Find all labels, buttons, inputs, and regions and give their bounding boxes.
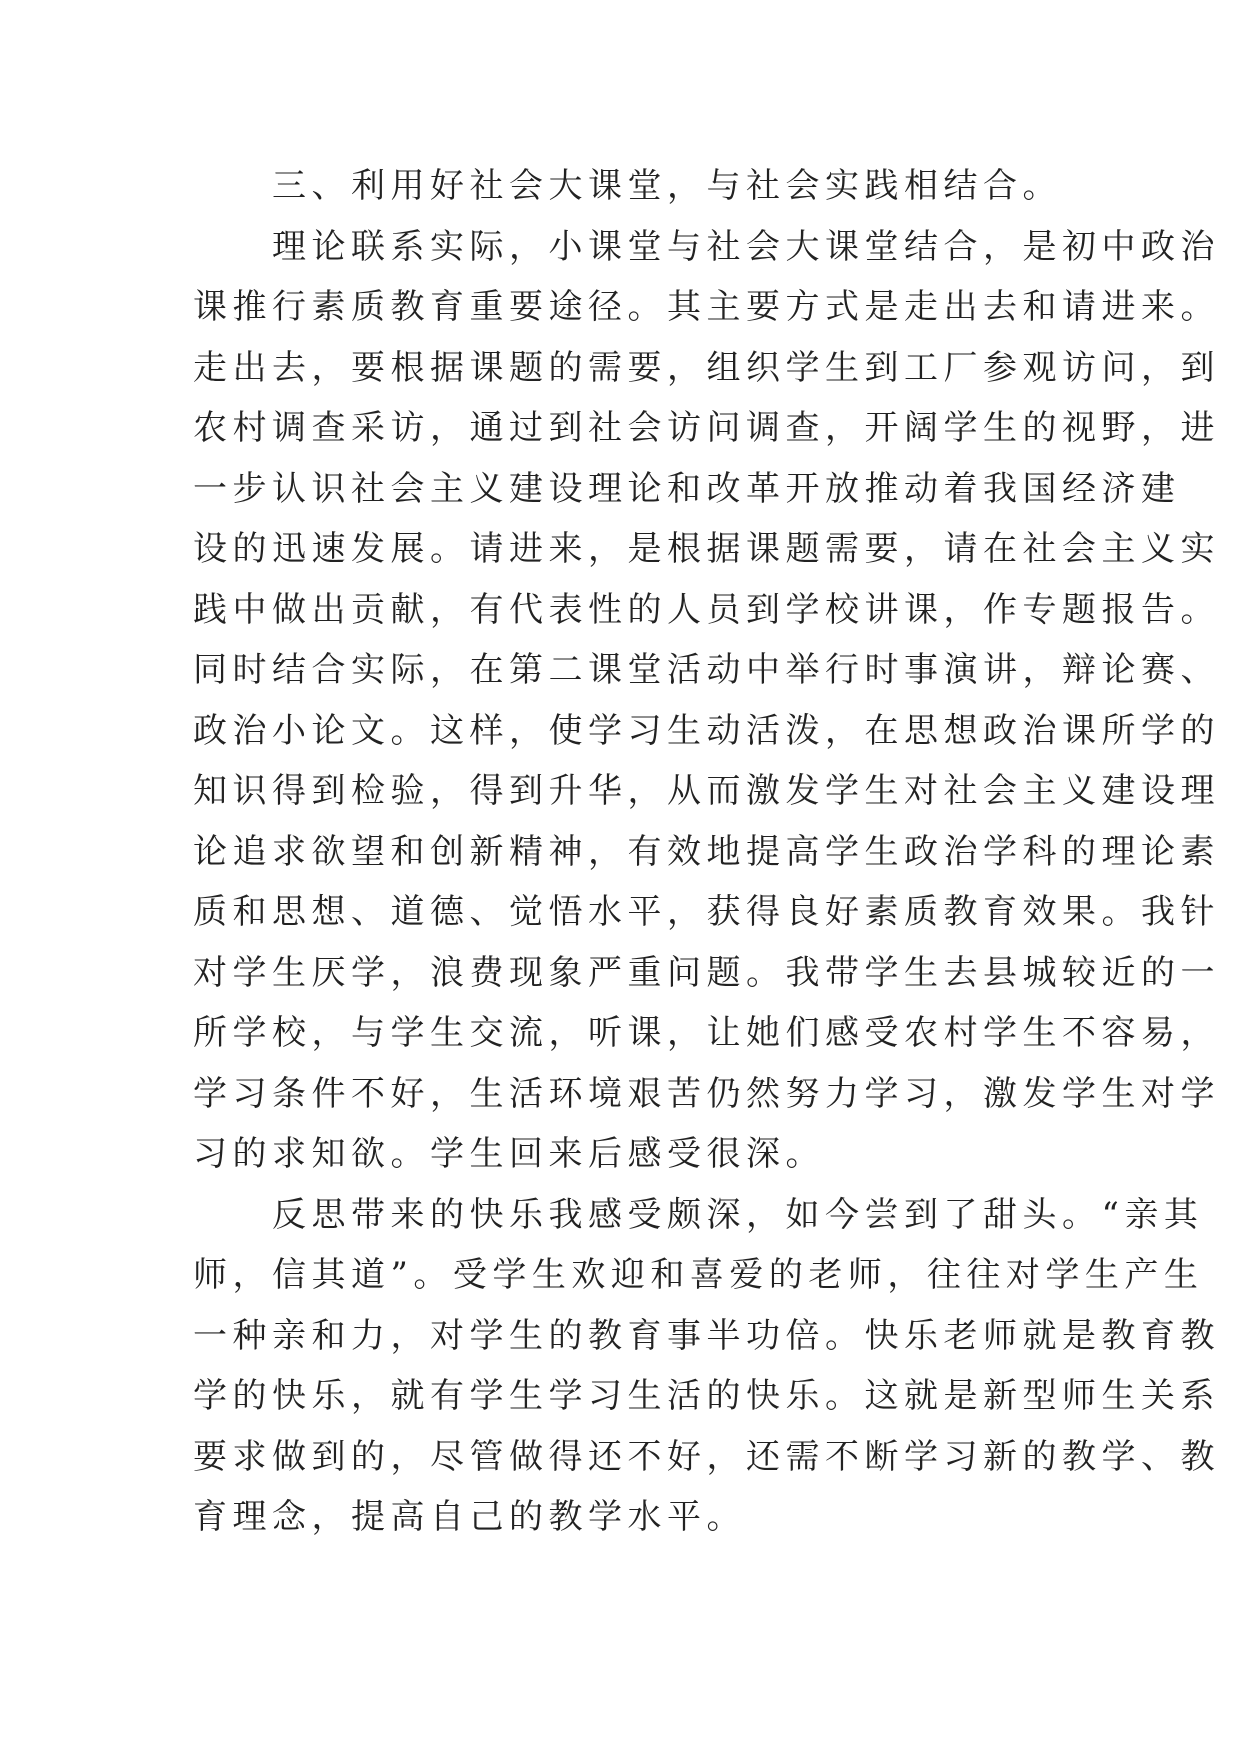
text-line: 践中做出贡献，有代表性的人员到学校讲课，作专题报告。 (193, 589, 1220, 630)
text-line: 课推行素质教育重要途径。其主要方式是走出去和请进来。 (193, 287, 1220, 327)
text-line: 农村调查采访，通过到社会访问调查，开阔学生的视野，进 (193, 408, 1220, 448)
text-line: 走出去，要根据课题的需要，组织学生到工厂参观访问，到 (193, 347, 1220, 388)
text-line: 育理念，提高自己的教学水平。 (193, 1497, 746, 1537)
text-line: 设的迅速发展。请进来，是根据课题需要，请在社会主义实 (193, 529, 1220, 569)
document-body (193, 156, 1220, 1548)
section-heading: 三、利用好社会大课堂，与社会实践相结合。 (193, 166, 1062, 206)
text-line: 要求做到的，尽管做得还不好，还需不断学习新的教学、教 (193, 1436, 1220, 1477)
text-line: 政治小论文。这样，使学习生动活泼，在思想政治课所学的 (193, 710, 1220, 751)
text-line: 同时结合实际，在第二课堂活动中举行时事演讲，辩论赛、 (193, 650, 1220, 690)
text-line: 学的快乐，就有学生学习生活的快乐。这就是新型师生关系 (193, 1376, 1220, 1416)
text-line: 习的求知欲。学生回来后感受很深。 (193, 1134, 825, 1174)
text-line: 论追求欲望和创新精神，有效地提高学生政治学科的理论素 (193, 831, 1220, 872)
text-line: 所学校，与学生交流，听课，让她们感受农村学生不容易， (193, 1013, 1220, 1053)
text-line: 反思带来的快乐我感受颇深，如今尝到了甜头。“亲其 (193, 1194, 1204, 1235)
text-line: 师，信其道”。受学生欢迎和喜爱的老师，往往对学生产生 (193, 1255, 1204, 1295)
text-line: 知识得到检验，得到升华，从而激发学生对社会主义建设理 (193, 771, 1220, 811)
text-line: 一种亲和力，对学生的教育事半功倍。快乐老师就是教育教 (193, 1315, 1220, 1356)
text-line: 学习条件不好，生活环境艰苦仍然努力学习，激发学生对学 (193, 1073, 1220, 1114)
text-line: 对学生厌学，浪费现象严重问题。我带学生去县城较近的一 (193, 952, 1220, 993)
text-line: 质和思想、道德、觉悟水平，获得良好素质教育效果。我针 (193, 892, 1220, 932)
text-line: 一步认识社会主义建设理论和改革开放推动着我国经济建 (193, 468, 1181, 509)
text-line: 理论联系实际，小课堂与社会大课堂结合，是初中政治 (193, 226, 1220, 267)
